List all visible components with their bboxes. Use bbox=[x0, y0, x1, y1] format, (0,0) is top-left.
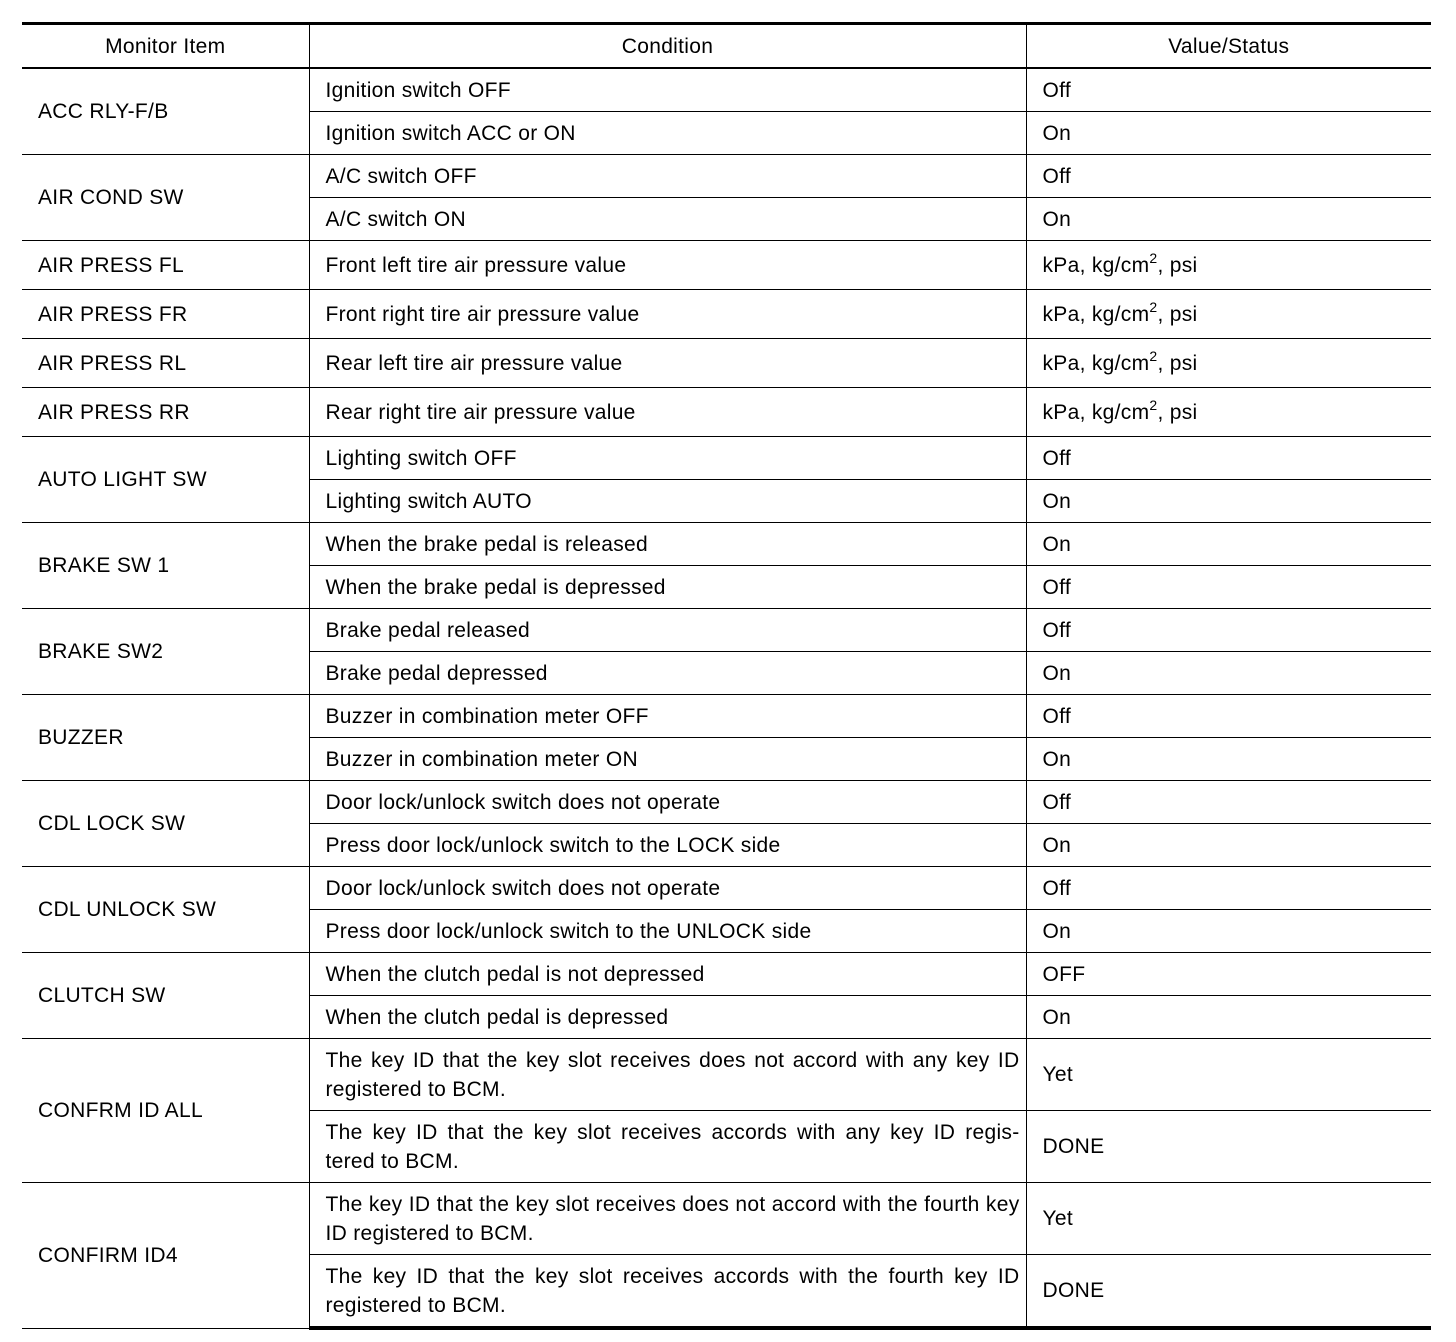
table-row bbox=[22, 339, 1431, 388]
condition-cell: Buzzer in combination meter OFF bbox=[309, 695, 1026, 738]
condition-cell: The key ID that the key slot receives accords with the fourth key ID registered to BCM. bbox=[309, 1255, 1026, 1329]
header-condition: Condition bbox=[309, 24, 1026, 69]
value-cell: On bbox=[1026, 910, 1431, 953]
table-row bbox=[22, 155, 1431, 198]
condition-cell: Ignition switch OFF bbox=[309, 68, 1026, 112]
value-cell bbox=[1026, 241, 1431, 290]
condition-cell: The key ID that the key slot receives does not accord with the fourth key ID registered to BCM. bbox=[309, 1183, 1026, 1255]
monitor-item: BUZZER bbox=[22, 695, 309, 781]
monitor-item: AIR PRESS FL bbox=[22, 241, 309, 290]
condition-cell: Front right tire air pressure value bbox=[309, 290, 1026, 339]
table-header-row bbox=[22, 24, 1431, 69]
value-cell: DONE bbox=[1026, 1255, 1431, 1329]
condition-cell: Press door lock/unlock switch to the UNLOCK side bbox=[309, 910, 1026, 953]
value-cell: On bbox=[1026, 824, 1431, 867]
table-row bbox=[22, 1039, 1431, 1111]
value-unit-text: kPa, kg/cm bbox=[1042, 253, 1150, 277]
monitor-item: CONFRM ID ALL bbox=[22, 1039, 309, 1183]
table-row bbox=[22, 695, 1431, 738]
value-cell: DONE bbox=[1026, 1111, 1431, 1183]
condition-cell: Rear left tire air pressure value bbox=[309, 339, 1026, 388]
monitor-item: AIR PRESS RL bbox=[22, 339, 309, 388]
condition-cell: The key ID that the key slot receives does not accord with any key ID registered to BCM. bbox=[309, 1039, 1026, 1111]
value-unit-suffix: , psi bbox=[1157, 400, 1198, 424]
table-row bbox=[22, 867, 1431, 910]
monitor-item: AIR PRESS FR bbox=[22, 290, 309, 339]
value-unit-text: kPa, kg/cm bbox=[1042, 351, 1150, 375]
condition-cell: The key ID that the key slot receives accords with any key ID regis- tered to BCM. bbox=[309, 1111, 1026, 1183]
condition-cell: Brake pedal depressed bbox=[309, 652, 1026, 695]
condition-cell: A/C switch OFF bbox=[309, 155, 1026, 198]
value-cell: Off bbox=[1026, 566, 1431, 609]
condition-cell: Lighting switch AUTO bbox=[309, 480, 1026, 523]
value-unit-suffix: , psi bbox=[1157, 302, 1198, 326]
monitor-item: AIR PRESS RR bbox=[22, 388, 309, 437]
table-row bbox=[22, 609, 1431, 652]
condition-cell: Door lock/unlock switch does not operate bbox=[309, 867, 1026, 910]
monitor-item: AUTO LIGHT SW bbox=[22, 437, 309, 523]
monitor-item: AIR COND SW bbox=[22, 155, 309, 241]
value-cell: Off bbox=[1026, 695, 1431, 738]
condition-cell: Ignition switch ACC or ON bbox=[309, 112, 1026, 155]
monitor-item: BRAKE SW2 bbox=[22, 609, 309, 695]
value-cell: On bbox=[1026, 996, 1431, 1039]
monitor-item: CONFIRM ID4 bbox=[22, 1183, 309, 1329]
value-cell: On bbox=[1026, 198, 1431, 241]
value-superscript: 2 bbox=[1149, 249, 1158, 266]
value-cell: On bbox=[1026, 738, 1431, 781]
value-cell: On bbox=[1026, 652, 1431, 695]
monitor-item: BRAKE SW 1 bbox=[22, 523, 309, 609]
value-cell bbox=[1026, 388, 1431, 437]
table-row bbox=[22, 953, 1431, 996]
table-row bbox=[22, 290, 1431, 339]
value-unit-suffix: , psi bbox=[1157, 253, 1198, 277]
value-unit-suffix: , psi bbox=[1157, 351, 1198, 375]
table-row bbox=[22, 781, 1431, 824]
monitor-item: ACC RLY-F/B bbox=[22, 68, 309, 155]
table-row bbox=[22, 388, 1431, 437]
value-unit-text: kPa, kg/cm bbox=[1042, 400, 1150, 424]
condition-cell: When the brake pedal is depressed bbox=[309, 566, 1026, 609]
condition-cell: Brake pedal released bbox=[309, 609, 1026, 652]
value-unit-text: kPa, kg/cm bbox=[1042, 302, 1150, 326]
condition-cell: When the clutch pedal is not depressed bbox=[309, 953, 1026, 996]
condition-cell: A/C switch ON bbox=[309, 198, 1026, 241]
condition-cell: When the clutch pedal is depressed bbox=[309, 996, 1026, 1039]
value-cell: Off bbox=[1026, 155, 1431, 198]
monitor-item: CDL LOCK SW bbox=[22, 781, 309, 867]
value-cell: On bbox=[1026, 480, 1431, 523]
value-cell: Off bbox=[1026, 68, 1431, 112]
table-row bbox=[22, 241, 1431, 290]
value-cell bbox=[1026, 290, 1431, 339]
value-superscript: 2 bbox=[1149, 396, 1158, 413]
value-cell: Yet bbox=[1026, 1183, 1431, 1255]
value-cell: Off bbox=[1026, 609, 1431, 652]
value-cell: Off bbox=[1026, 781, 1431, 824]
value-cell: On bbox=[1026, 112, 1431, 155]
table-row bbox=[22, 68, 1431, 112]
condition-cell: Buzzer in combination meter ON bbox=[309, 738, 1026, 781]
condition-cell: Press door lock/unlock switch to the LOCK side bbox=[309, 824, 1026, 867]
value-cell: On bbox=[1026, 523, 1431, 566]
value-cell: Off bbox=[1026, 437, 1431, 480]
value-cell: OFF bbox=[1026, 953, 1431, 996]
condition-cell: Door lock/unlock switch does not operate bbox=[309, 781, 1026, 824]
value-superscript: 2 bbox=[1149, 298, 1158, 315]
condition-cell: Rear right tire air pressure value bbox=[309, 388, 1026, 437]
condition-cell: When the brake pedal is released bbox=[309, 523, 1026, 566]
table-row bbox=[22, 437, 1431, 480]
condition-cell: Lighting switch OFF bbox=[309, 437, 1026, 480]
value-cell: Yet bbox=[1026, 1039, 1431, 1111]
monitor-item-table bbox=[22, 22, 1431, 1330]
monitor-item: CLUTCH SW bbox=[22, 953, 309, 1039]
value-superscript: 2 bbox=[1149, 347, 1158, 364]
header-monitor-item: Monitor Item bbox=[22, 24, 309, 69]
header-value-status: Value/Status bbox=[1026, 24, 1431, 69]
value-cell bbox=[1026, 339, 1431, 388]
condition-cell: Front left tire air pressure value bbox=[309, 241, 1026, 290]
value-cell: Off bbox=[1026, 867, 1431, 910]
table-row bbox=[22, 1183, 1431, 1255]
monitor-item: CDL UNLOCK SW bbox=[22, 867, 309, 953]
table-row bbox=[22, 523, 1431, 566]
